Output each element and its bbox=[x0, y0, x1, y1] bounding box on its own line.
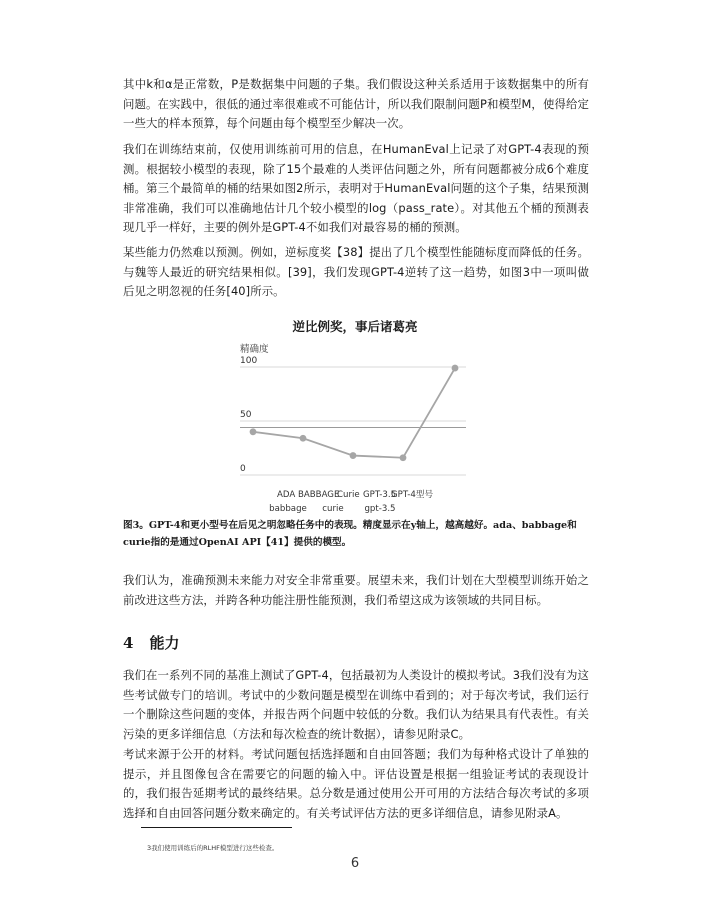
x-tick-label: Curie bbox=[337, 490, 360, 500]
paragraph-6: 考试来源于公开的材料。考试问题包括选择题和自由回答题；我们为每种格式设计了单独的提示，并且图像包含在需要它的问题的输入中。评估设置是根据一组验证考试的表现设计的，我们报告延期考试的最终结果。总分数是通过使用公开可用的方法结合每次考试的多项选择和自由回答问题分数来确定的。有关考试评估方法的更多详细信息，请参见附录A。 bbox=[123, 747, 589, 820]
section-number: 4 bbox=[123, 634, 134, 652]
x-tick-label: GPT-3.5 bbox=[363, 490, 397, 500]
x-tick-label: ADA bbox=[277, 490, 296, 500]
section-title: 能力 bbox=[149, 634, 180, 652]
x-tick-label: curie bbox=[322, 504, 344, 514]
x-tick-label: BABBAGE bbox=[298, 490, 340, 500]
data-point-gpt-3.5 bbox=[400, 454, 407, 461]
data-point-ada bbox=[250, 428, 257, 435]
footnote-divider bbox=[141, 827, 292, 828]
paragraph-2: 我们在训练结束前，仅使用训练前可用的信息，在HumanEval上记录了对GPT-4表现的预测。根据较小模型的表现，除了15个最难的人类评估问题之外，所有问题都被分成6个难度桶。第三个最简单的桶的结果如图2所示，表明对于HumanEval问题的这个子集，结果预测非常准确，我们可以准确地估计几个较小模型的log（pass_rate）。对其他五个桶的预测表现几乎一样好，主要的例外是GPT-4不如我们对最容易的桶的预测。 bbox=[123, 142, 589, 234]
data-point-gpt-4 bbox=[452, 365, 459, 372]
x-tick-label: babbage bbox=[269, 504, 307, 514]
x-tick-label: gpt-3.5 bbox=[364, 504, 396, 514]
data-point-curie bbox=[350, 452, 357, 459]
series-line bbox=[253, 368, 455, 458]
section-heading bbox=[123, 632, 179, 653]
page-number: 6 bbox=[350, 856, 360, 871]
paragraph-5: 我们在一系列不同的基准上测试了GPT-4，包括最初为人类设计的模拟考试。3我们没有为这些考试做专门的培训。考试中的少数问题是模型在训练中看到的；对于每次考试，我们运行一个删除这些问题的变体，并报告两个问题中较低的分数。我们认为结果具有代表性。有关污染的更多详细信息（方法和每次检查的统计数据），请参见附录C。 bbox=[123, 668, 589, 741]
data-point-babbage bbox=[300, 435, 307, 442]
figure-caption: 图3。GPT-4和更小型号在后见之明忽略任务中的表现。精度显示在y轴上，越高越好。ada、babbage和curie指的是通过OpenAI API【41】提供的模型。 bbox=[123, 520, 577, 548]
paragraph-1: 其中k和α是正常数，P是数据集中问题的子集。我们假设这种关系适用于该数据集中的所有问题。在实践中，很低的通过率很难或不可能估计，所以我们限制问题P和模型M，使得给定一些大的样本预算，每个问题由每个模型至少解决一次。 bbox=[123, 77, 589, 130]
x-tick-label: GPT-4型号 bbox=[391, 490, 434, 500]
y-axis-label: 精确度 bbox=[240, 344, 269, 355]
footnote: 3我们使用训练后的RLHF模型进行这些检查。 bbox=[147, 844, 279, 852]
paragraph-3: 某些能力仍然难以预测。例如，逆标度奖【38】提出了几个模型性能随标度而降低的任务。与魏等人最近的研究结果相似。[39]，我们发现GPT-4逆转了这一趋势，如图3中一项叫做后见之明忽视的任务[40]所示。 bbox=[123, 245, 589, 298]
paragraph-4: 我们认为，准确预测未来能力对安全非常重要。展望未来，我们计划在大型模型训练开始之前改进这些方法，并跨各种功能注册性能预测，我们希望这成为该领域的共同目标。 bbox=[123, 573, 589, 607]
chart-title: 逆比例奖，事后诸葛亮 bbox=[292, 319, 418, 334]
y-tick-label: 100 bbox=[240, 356, 258, 366]
y-tick-label: 0 bbox=[240, 464, 246, 474]
y-tick-label: 50 bbox=[240, 410, 252, 420]
